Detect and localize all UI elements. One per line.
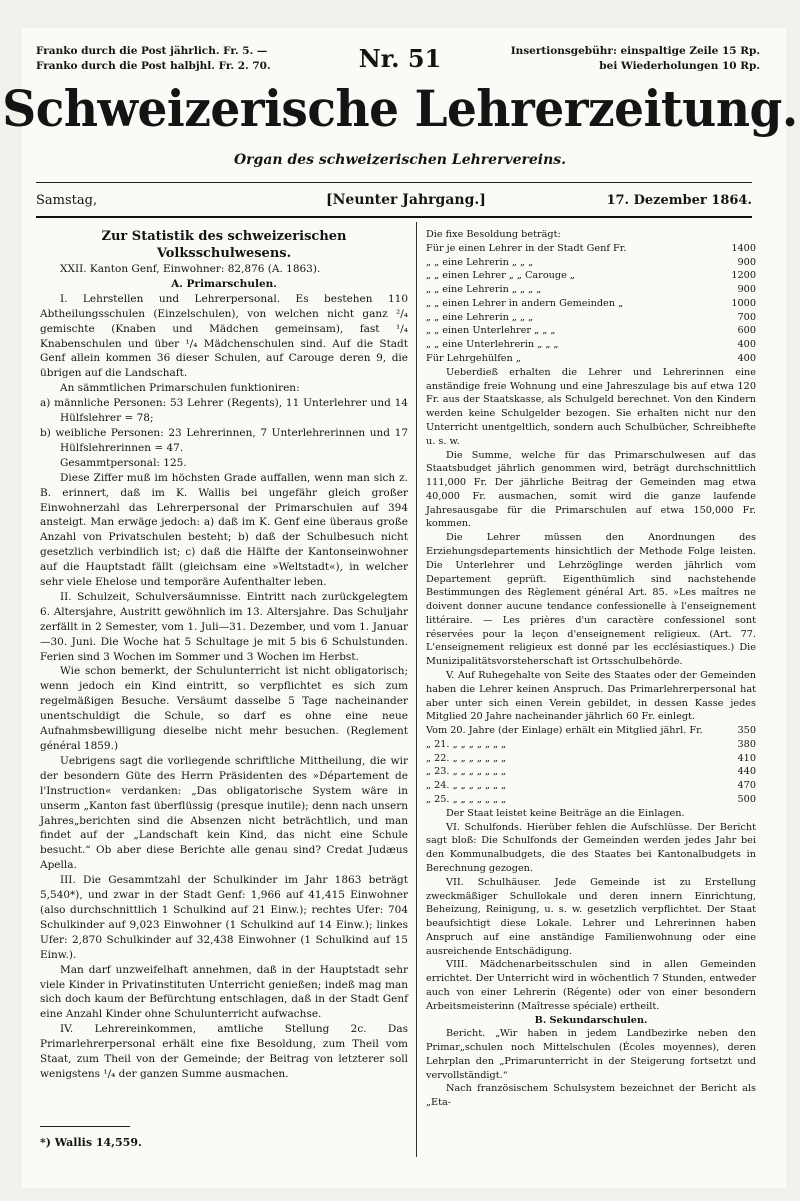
article-paragraph: B. Sekundarschulen. [534, 1014, 648, 1026]
pension-row-value: 380 [737, 738, 756, 750]
salary-row [426, 256, 756, 270]
salary-row-label: „ „ eine Unterlehrerin „ „ „ [426, 339, 559, 351]
salary-row [426, 338, 756, 352]
article-paragraph: XXII. Kanton Genf, Einwohner: 82,876 (A. 1863). [60, 263, 321, 275]
header-bottom-rule [36, 216, 752, 218]
article-paragraph: A. Primarschulen. [171, 277, 277, 290]
salary-row [426, 283, 756, 297]
pension-row-value: 500 [737, 794, 756, 806]
pension-table [426, 724, 756, 807]
article-paragraph: IV. Lehrereinkommen, amtliche Stellung 2c. Das Primarlehrerpersonal erhält eine fixe Besoldung, zum Theil vom Staat, zum Theil von der Gemeinde; der Beitrag von letzterer soll wenigstens ¹/₄ der ganzen Summe ausmachen. [40, 1023, 408, 1080]
article-paragraph: Man darf unzweifelhaft annehmen, daß in der Hauptstadt sehr viele Kinder in Privatinstituten Unterricht genießen; indeß mag man sich doch kaum der Befürchtung entschlagen, daß in der Stadt Genf eine Anzahl Kinder ohne Schulunterricht aufwachse. [40, 963, 408, 1021]
pension-row [426, 738, 756, 752]
article-paragraph: Wie schon bemerkt, der Schulunterricht ist nicht obligatorisch; wenn jedoch ein Kind eintritt, so verpflichtet es sich zum regelmäßigen Besuche. Versäumt dasselbe 5 Tage nacheinander unentschuldigt die Schule, so darf es ohne eine neue Aufnahmsbewilligung dieselbe nicht mehr besuchen. (Reglement général 1859.) [40, 665, 408, 752]
masthead-title: Schweizerische Lehrerzeitung. [2, 80, 798, 139]
insertion-fee: Insertionsgebühr: einspaltige Zeile 15 Rp. [510, 45, 760, 57]
article-paragraph: Zur Statistik des schweizerischen [101, 229, 347, 244]
salary-row-label: Für je einen Lehrer in der Stadt Genf Fr. [426, 242, 627, 254]
pension-row-label: Vom 20. Jahre (der Einlage) erhält ein Mitglied jährl. Fr. [426, 725, 703, 737]
pension-row-value: 440 [737, 766, 756, 778]
pension-row-label: „ 21. „ „ „ „ „ „ „ [426, 738, 507, 750]
insertion-info [511, 44, 760, 74]
pension-row-value: 410 [737, 752, 756, 764]
article-paragraph: Uebrigens sagt die vorliegende schriftliche Mittheilung, die wir der besondern Güte des Herrn Präsidenten des »Département de l'Instruction« verdanken: „Das obligatorische System wäre in unserm „Kanton fast überflüssig (presque inutile); denn nach unsern Jahres„berichten sind die Absenzen nicht beträchtlich, und man findet auf der „Landschaft kein Kind, das nicht eine Schule besucht.“ Ob aber diese Berichte alle genau sind? Credat Judæus Apella. [40, 754, 408, 872]
article-paragraph: b) weibliche Personen: 23 Lehrerinnen, 7 Unterlehrerinnen und 17 Hülfslehrerinnen = 47. [40, 426, 408, 454]
article-paragraph: Volksschulwesens. [156, 246, 292, 261]
issue-date: 17. Dezember 1864. [606, 193, 752, 208]
article-paragraph: VIII. Mädchenarbeitsschulen sind in allen Gemeinden errichtet. Der Unterricht wird in wöchentlich 7 Stunden, entweder auch von einer Lehrerin (Régente) oder von einer besondern Arbeitsmeisterinn (Maîtresse spéciale) ertheilt. [426, 959, 756, 1012]
volume-label: [Neunter Jahrgang.] [326, 192, 486, 208]
article-paragraph: Nach französischem Schulsystem bezeichnet der Bericht als „Eta- [426, 1083, 756, 1109]
subscription-yearly: Franko durch die Post jährlich. Fr. 5. — [36, 45, 268, 57]
dateline [36, 190, 752, 214]
salary-row-value: 900 [737, 256, 756, 268]
pension-row-label: „ 24. „ „ „ „ „ „ „ [426, 780, 507, 792]
article-paragraph: VII. Schulhäuser. Jede Gemeinde ist zu Erstellung zweckmäßiger Schullokale und deren innern Einrichtung, Beheizung, Reinigung, u. s. w. gesetzlich verpflichtet. Der Staat beaufsichtigt diese Lokale. Lehrer und Lehrerinnen haben Anspruch auf eine anständige Familienwohnung oder eine ausreichende Entschädigung. [426, 876, 756, 957]
subscription-halfyear: Franko durch die Post halbjhl. Fr. 2. 70. [36, 60, 271, 72]
salary-row [426, 297, 756, 311]
salary-table [426, 242, 756, 366]
salary-row [426, 311, 756, 325]
pension-row [426, 793, 756, 807]
article-paragraph: II. Schulzeit, Schulversäumnisse. Eintritt nach zurückgelegtem 6. Altersjahre, Austritt gewöhnlich im 13. Altersjahre. Das Schuljahr zerfällt in 2 Semester, vom 1. Juli—31. Dezember, und vom 1. Januar—30. Juni. Die Woche hat 5 Schultage je mit 5 bis 6 Schulstunden. Ferien sind 3 Wochen im Sommer und 3 Wochen im Herbst. [40, 590, 408, 663]
article-paragraph: V. Auf Ruhegehalte von Seite des Staates oder der Gemeinden haben die Lehrer keinen Anspruch. Das Primarlehrerpersonal hat aber unter sich einen Verein gebildet, in dessen Kasse jedes Mitglied 20 Jahre nacheinander jährlich 60 Fr. einlegt. [426, 670, 756, 723]
salary-row-label: „ „ eine Lehrerin „ „ „ [426, 311, 534, 323]
right-column [426, 228, 756, 1110]
article-paragraph: Diese Ziffer muß im höchsten Grade auffallen, wenn man sich z. B. erinnert, daß im K. Wallis bei ungefähr gleich großer Einwohnerzahl das Lehrerpersonal der Primarschulen auf 394 ansteigt. Man erwäge jedoch: a) daß im K. Genf eine überaus große Anzahl von Privatschulen besteht; b) daß der Schulbesuch nicht gesetzlich verbindlich ist; c) daß die Hälfte der Kantonseinwohner auf die Hauptstadt fällt (gleichsam eine »Weltstadt«), in welcher sehr viele Ehelose und temporäre Aufenthalter leben. [40, 471, 408, 589]
article-paragraph: Die Lehrer müssen den Anordnungen des Erziehungsdepartements hinsichtlich der Methode Folge leisten. Die Unterlehrer und Lehrzöglinge werden jährlich vom Departement geprüft. Eigenthümlich sind nachstehende Bestimmungen des Règlement général Art. 85. »Les maîtres ne doivent donner aucune tendance confessionelle à l'enseignement littéraire. — Les prières d'un caractère confessionel sont réservées pour la leçon d'enseignement religieux. (Art. 77. L'enseignement religieux est donné par les ecclésiastiques.) Die Munizipalitätsvorsteherschaft ist Ortsschulbehörde. [426, 532, 756, 668]
salary-row-value: 600 [737, 325, 756, 337]
pension-row [426, 752, 756, 766]
article-paragraph: a) männliche Personen: 53 Lehrer (Regents), 11 Unterlehrer und 14 Hülfslehrer = 78; [40, 397, 408, 425]
pension-row-label: „ 25. „ „ „ „ „ „ „ [426, 794, 507, 806]
salary-row-label: „ „ eine Lehrerin „ „ „ „ [426, 284, 542, 296]
salary-row-value: 400 [737, 353, 756, 365]
salary-row [426, 352, 756, 366]
insertion-repeat: bei Wiederholungen 10 Rp. [599, 60, 760, 72]
article-paragraph: An sämmtlichen Primarschulen funktioniren: [60, 382, 300, 395]
salary-row-value: 1200 [731, 270, 756, 282]
top-rule [36, 182, 752, 183]
salary-row-label: „ „ einen Lehrer „ „ Carouge „ [426, 270, 575, 282]
pension-row-value: 350 [737, 725, 756, 737]
left-column [40, 228, 408, 1082]
article-paragraph: Der Staat leistet keine Beiträge an die Einlagen. [446, 807, 685, 819]
article-paragraph: VI. Schulfonds. Hierüber fehlen die Aufschlüsse. Der Bericht sagt bloß: Die Schulfonds der Gemeinden werden jedes Jahr bei den Kommunalbudgets, die des Staates bei Kantonalbudgets in Berechnung gezogen. [426, 821, 756, 874]
column-divider [416, 222, 417, 1157]
salary-row-label: „ „ einen Unterlehrer „ „ „ [426, 325, 556, 337]
article-paragraph: I. Lehrstellen und Lehrerpersonal. Es bestehen 110 Abtheilungsschulen (Einzelschulen), von welchen nicht ganz ²/₄ gemischte (Knaben und Mädchen gemeinsam), fast ¹/₄ Knabenschulen und über ¹/₄ Mädchenschulen sind. Auf die Stadt Genf allein kommen 36 dieser Schulen, auf Carouge deren 9, die übrigen auf die Landschaft. [40, 292, 408, 380]
salary-row-value: 400 [737, 339, 756, 351]
article-paragraph: Die Summe, welche für das Primarschulwesen auf das Staatsbudget jährlich genommen wird, beträgt durchschnittlich 111,000 Fr. Der jährliche Beitrag der Gemeinden mag etwa 40,000 Fr. ausmachen, somit wird die ganze laufende Jahresausgabe für die Primarschulen auf etwa 150,000 Fr. kommen. [426, 449, 756, 530]
salary-row-value: 1000 [731, 297, 756, 309]
salary-row [426, 324, 756, 338]
pension-row [426, 724, 756, 738]
salary-row [426, 242, 756, 256]
issue-number: Nr. 51 [358, 44, 442, 73]
pension-row-value: 470 [737, 780, 756, 792]
salary-row-label: „ „ eine Lehrerin „ „ „ [426, 256, 534, 268]
article-paragraph: Ueberdieß erhalten die Lehrer und Lehrerinnen eine anständige freie Wohnung und eine Jahreszulage bis auf etwa 120 Fr. aus der Staatskasse, als Schulgeld berechnet. Von den Kindern werden keine Schulgelder bezogen. Sie erhalten nicht nur den Unterricht unentgeltlich, sondern auch Schulbücher, Schreibhefte u. s. w. [426, 366, 756, 447]
pension-row [426, 779, 756, 793]
weekday: Samstag, [36, 193, 98, 208]
footnote: *) Wallis 14,559. [40, 1136, 142, 1149]
footnote-rule [40, 1126, 130, 1127]
right-end-text [426, 807, 756, 1110]
pension-row [426, 765, 756, 779]
article-paragraph: III. Die Gesammtzahl der Schulkinder im Jahr 1863 beträgt 5,540*), und zwar in der Stadt Genf: 1,966 auf 41,415 Einwohner (also durchschnittlich 1 Schulkind auf 21 Einw.); rechtes Ufer: 704 Schulkinder auf 9,023 Einwohner (1 Schulkind auf 14 Einw.); linkes Ufer: 2,870 Schulkinder auf 32,438 Einwohner (1 Schulkind auf 15 Einw.). [40, 874, 408, 961]
article-paragraph: Gesammtpersonal: 125. [60, 456, 187, 469]
pension-row-label: „ 22. „ „ „ „ „ „ „ [426, 752, 507, 764]
salary-row [426, 269, 756, 283]
salary-row-value: 1400 [731, 242, 756, 254]
pension-row-label: „ 23. „ „ „ „ „ „ „ [426, 766, 507, 778]
salary-row-value: 700 [737, 311, 756, 323]
salary-row-label: „ „ einen Lehrer in andern Gemeinden „ [426, 297, 624, 309]
salary-intro: Die fixe Besoldung beträgt: [426, 229, 561, 240]
right-mid-text [426, 366, 756, 724]
article-paragraph: Bericht. „Wir haben in jedem Landbezirke neben den Primar„schulen noch Mittelschulen (Écoles moyennes), deren Lehrplan den „Primarunterricht in der Steigerung fortsetzt und vervollständigt.“ [426, 1028, 756, 1081]
salary-row-label: Für Lehrgehülfen „ [426, 353, 521, 365]
masthead-subtitle: Organ des schweizerischen Lehrervereins. [233, 152, 567, 168]
salary-row-value: 900 [737, 284, 756, 296]
